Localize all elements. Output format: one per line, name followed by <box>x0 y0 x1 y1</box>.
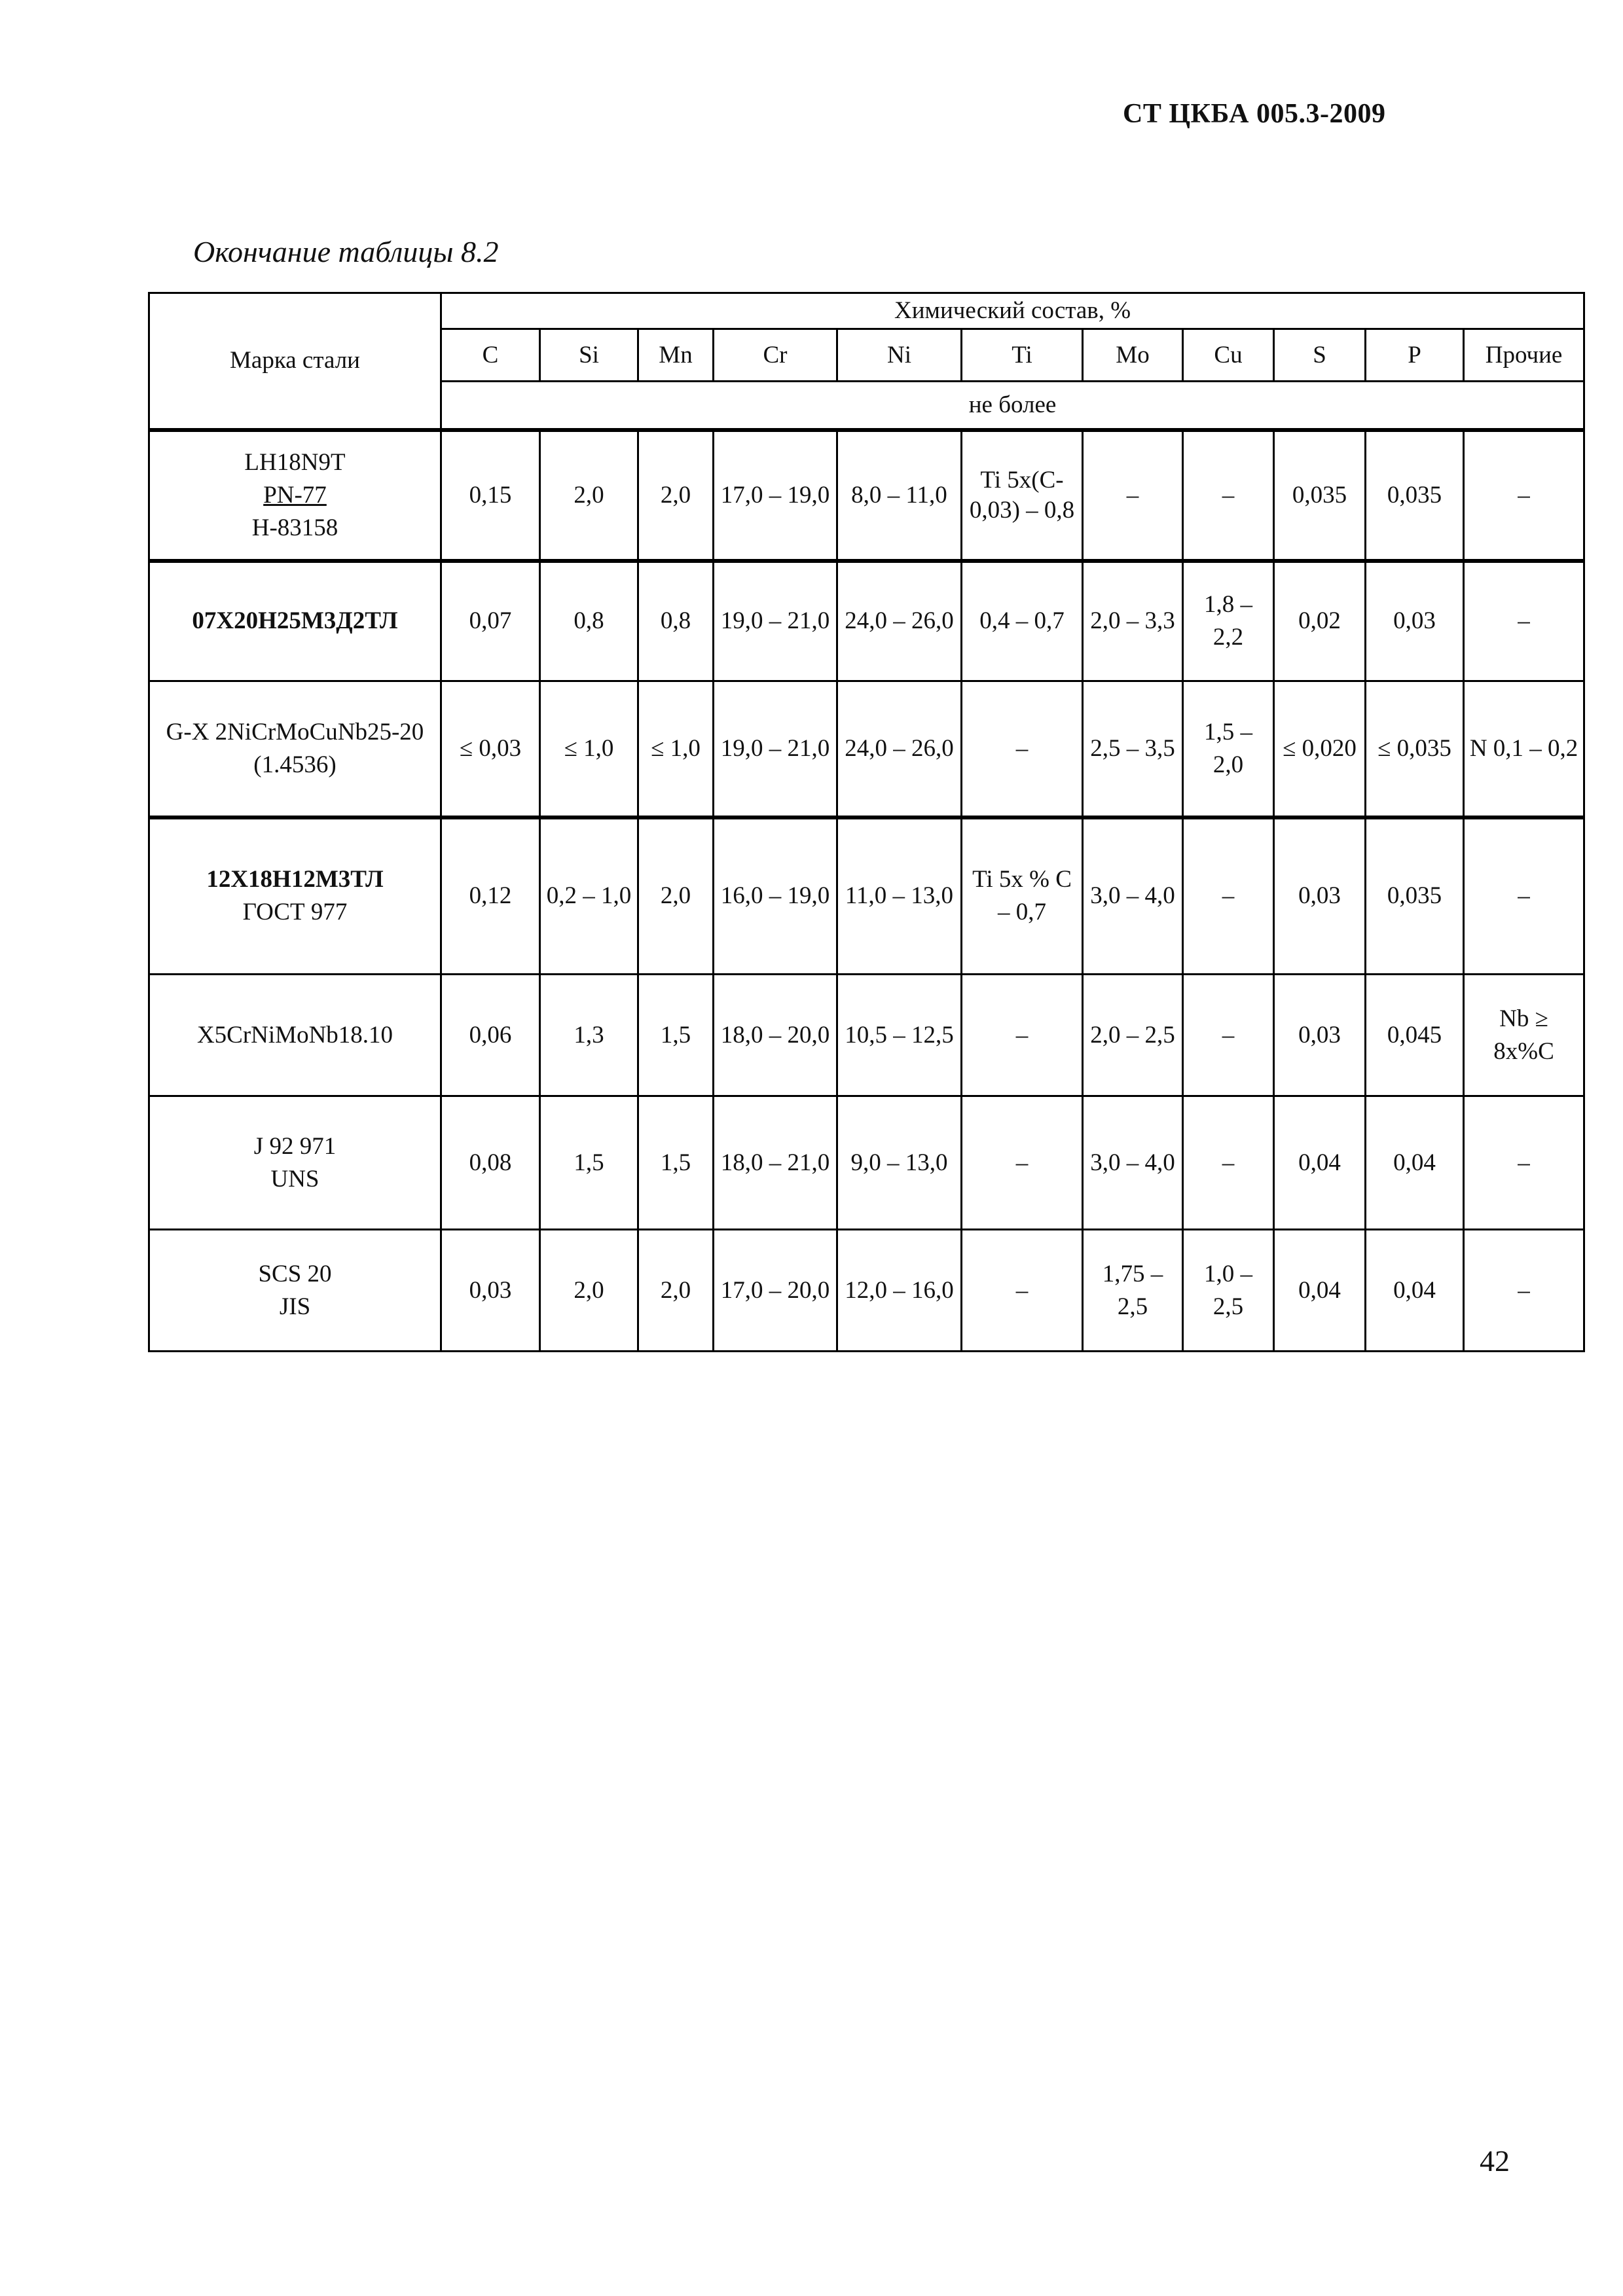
value-cu: – <box>1183 975 1274 1096</box>
value-ti: Ti 5x % C – 0,7 <box>962 817 1083 975</box>
value-cu: – <box>1183 430 1274 561</box>
value-mo: 3,0 – 4,0 <box>1083 817 1183 975</box>
grade-name: J 92 971 <box>253 1132 337 1160</box>
page-number: 42 <box>1480 2144 1510 2178</box>
value-s: 0,04 <box>1274 1230 1366 1352</box>
value-other: – <box>1464 1230 1584 1352</box>
grade-name: X5CrNiMoNb18.10 <box>196 1021 393 1049</box>
value-cr: 17,0 – 20,0 <box>714 1230 837 1352</box>
value-cr: 18,0 – 21,0 <box>714 1096 837 1230</box>
header-row <box>149 293 1584 329</box>
value-c: 0,15 <box>441 430 540 561</box>
value-ni: 11,0 – 13,0 <box>837 817 962 975</box>
col-header-cu: Cu <box>1183 329 1274 382</box>
value-mn: 0,8 <box>638 561 714 681</box>
grade-cell <box>149 1230 441 1352</box>
value-p: 0,03 <box>1366 561 1464 681</box>
grade-name: G-X 2NiCrMoCuNb25-20 <box>166 718 424 745</box>
value-other: – <box>1464 817 1584 975</box>
col-header-c: C <box>441 329 540 382</box>
value-ni: 24,0 – 26,0 <box>837 561 962 681</box>
grade-name: SCS 20 <box>258 1260 332 1287</box>
value-si: ≤ 1,0 <box>540 681 638 817</box>
value-mo: 2,0 – 3,3 <box>1083 561 1183 681</box>
value-si: 1,5 <box>540 1096 638 1230</box>
value-cu: – <box>1183 1096 1274 1230</box>
value-p: ≤ 0,035 <box>1366 681 1464 817</box>
table-row <box>149 975 1584 1096</box>
table-row <box>149 1096 1584 1230</box>
value-mn: ≤ 1,0 <box>638 681 714 817</box>
value-other: – <box>1464 430 1584 561</box>
value-ni: 10,5 – 12,5 <box>837 975 962 1096</box>
col-header-ti: Ti <box>962 329 1083 382</box>
value-ni: 8,0 – 11,0 <box>837 430 962 561</box>
grade-name: LH18N9T <box>244 448 346 476</box>
value-cr: 16,0 – 19,0 <box>714 817 837 975</box>
value-c: ≤ 0,03 <box>441 681 540 817</box>
grade-cell <box>149 975 441 1096</box>
value-other: N 0,1 – 0,2 <box>1464 681 1584 817</box>
grade-standard: PN-77 <box>263 481 327 509</box>
col-header-si: Si <box>540 329 638 382</box>
value-mo: 1,75 – 2,5 <box>1083 1230 1183 1352</box>
value-cr: 18,0 – 20,0 <box>714 975 837 1096</box>
value-c: 0,06 <box>441 975 540 1096</box>
document-code: СТ ЦКБА 005.3-2009 <box>1123 99 1386 129</box>
col-header-p: P <box>1366 329 1464 382</box>
table-row <box>149 430 1584 561</box>
grade-name: 12Х18Н12М3ТЛ <box>206 866 384 893</box>
value-s: 0,03 <box>1274 975 1366 1096</box>
value-p: 0,035 <box>1366 430 1464 561</box>
col-header-ni: Ni <box>837 329 962 382</box>
value-c: 0,03 <box>441 1230 540 1352</box>
value-ni: 24,0 – 26,0 <box>837 681 962 817</box>
value-ti: 0,4 – 0,7 <box>962 561 1083 681</box>
value-other: – <box>1464 561 1584 681</box>
chemical-composition-table <box>148 292 1585 1352</box>
col-header-cr: Cr <box>714 329 837 382</box>
value-p: 0,045 <box>1366 975 1464 1096</box>
composition-header: Химический состав, % <box>441 293 1584 329</box>
grade-header: Марка стали <box>149 293 441 430</box>
value-p: 0,04 <box>1366 1230 1464 1352</box>
col-header-other: Прочие <box>1464 329 1584 382</box>
grade-number: (1.4536) <box>253 751 337 778</box>
value-cu: 1,5 – 2,0 <box>1183 681 1274 817</box>
value-s: ≤ 0,020 <box>1274 681 1366 817</box>
value-si: 0,2 – 1,0 <box>540 817 638 975</box>
value-mn: 1,5 <box>638 975 714 1096</box>
value-s: 0,04 <box>1274 1096 1366 1230</box>
value-c: 0,12 <box>441 817 540 975</box>
table-row <box>149 681 1584 817</box>
value-s: 0,02 <box>1274 561 1366 681</box>
grade-name: 07Х20Н25М3Д2ТЛ <box>192 607 398 635</box>
value-s: 0,035 <box>1274 430 1366 561</box>
col-header-mo: Mo <box>1083 329 1183 382</box>
value-c: 0,08 <box>441 1096 540 1230</box>
value-si: 0,8 <box>540 561 638 681</box>
grade-cell <box>149 561 441 681</box>
grade-standard: JIS <box>279 1293 311 1320</box>
value-si: 2,0 <box>540 430 638 561</box>
value-cu: 1,0 – 2,5 <box>1183 1230 1274 1352</box>
value-cr: 17,0 – 19,0 <box>714 430 837 561</box>
value-mo: – <box>1083 430 1183 561</box>
value-p: 0,04 <box>1366 1096 1464 1230</box>
grade-cell <box>149 817 441 975</box>
grade-cell <box>149 430 441 561</box>
table-row <box>149 561 1584 681</box>
table-caption: Окончание таблицы 8.2 <box>193 235 499 268</box>
value-s: 0,03 <box>1274 817 1366 975</box>
value-cr: 19,0 – 21,0 <box>714 681 837 817</box>
grade-cell <box>149 681 441 817</box>
value-c: 0,07 <box>441 561 540 681</box>
value-si: 2,0 <box>540 1230 638 1352</box>
value-ti: – <box>962 1096 1083 1230</box>
grade-standard: UNS <box>270 1165 319 1193</box>
value-cu: 1,8 – 2,2 <box>1183 561 1274 681</box>
value-ti: – <box>962 681 1083 817</box>
table-row <box>149 1230 1584 1352</box>
grade-standard: ГОСТ 977 <box>242 899 348 926</box>
value-cu: – <box>1183 817 1274 975</box>
value-ti: – <box>962 1230 1083 1352</box>
value-mn: 2,0 <box>638 817 714 975</box>
value-si: 1,3 <box>540 975 638 1096</box>
subheader-not-more: не более <box>441 382 1584 430</box>
value-other: – <box>1464 1096 1584 1230</box>
value-mn: 1,5 <box>638 1096 714 1230</box>
grade-cell <box>149 1096 441 1230</box>
value-mn: 2,0 <box>638 430 714 561</box>
value-mo: 2,0 – 2,5 <box>1083 975 1183 1096</box>
value-ni: 9,0 – 13,0 <box>837 1096 962 1230</box>
value-p: 0,035 <box>1366 817 1464 975</box>
col-header-mn: Mn <box>638 329 714 382</box>
value-other: Nb ≥ 8x%C <box>1464 975 1584 1096</box>
grade-standard-number: H-83158 <box>251 514 338 541</box>
value-ti: Ti 5x(C-0,03) – 0,8 <box>962 430 1083 561</box>
table-row <box>149 817 1584 975</box>
value-mn: 2,0 <box>638 1230 714 1352</box>
col-header-s: S <box>1274 329 1366 382</box>
value-ti: – <box>962 975 1083 1096</box>
value-mo: 3,0 – 4,0 <box>1083 1096 1183 1230</box>
value-mo: 2,5 – 3,5 <box>1083 681 1183 817</box>
value-ni: 12,0 – 16,0 <box>837 1230 962 1352</box>
value-cr: 19,0 – 21,0 <box>714 561 837 681</box>
